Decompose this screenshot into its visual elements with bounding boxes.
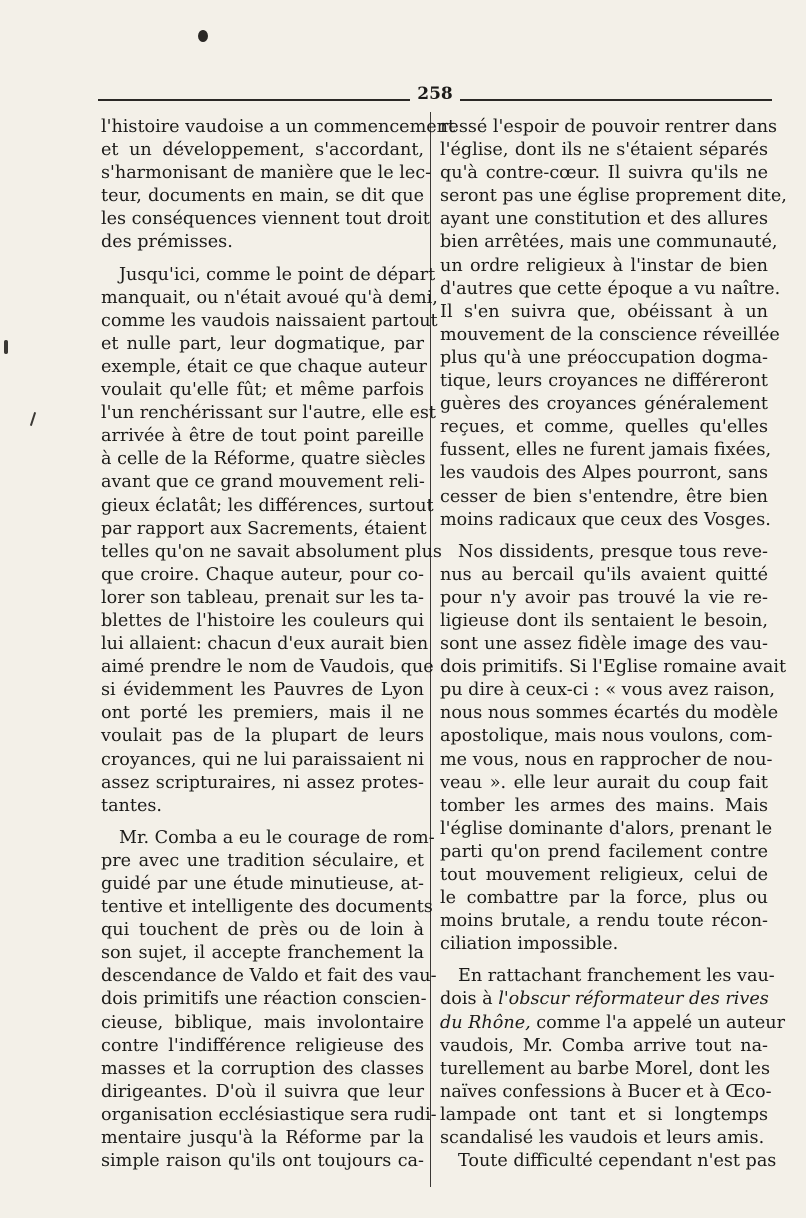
text-line	[440, 910, 768, 933]
text-run: lorer son tableau, prenait sur les ta-	[101, 587, 424, 608]
text-line	[101, 827, 435, 850]
text-run: d'autres que cette époque a vu naître.	[440, 278, 781, 299]
text-run: vaudois, Mr. Comba arrive tout na-	[440, 1035, 768, 1056]
text-line	[101, 610, 424, 633]
text-run: tout mouvement religieux, celui de	[440, 865, 768, 885]
text-line	[440, 702, 779, 725]
text-line	[101, 873, 424, 896]
text-run: masses et la corruption des classes	[101, 1058, 424, 1079]
text-line	[440, 988, 768, 1011]
text-line	[101, 495, 434, 518]
text-run: dois primitifs. Si l'Eglise romaine avait	[440, 657, 787, 678]
text-line	[101, 988, 427, 1011]
text-line	[440, 749, 773, 772]
text-run: moins brutale, a rendu toute récon-	[440, 911, 768, 932]
text-line	[440, 278, 781, 301]
text-run: comme l'a appelé un auteur	[530, 1012, 786, 1033]
text-run: ciliation impossible.	[440, 934, 619, 955]
text-run: avant que ce grand mouvement reli-	[101, 472, 425, 493]
text-line	[440, 255, 768, 278]
text-run: le combattre par la force, plus ou	[440, 888, 768, 909]
text-run: des prémisses.	[101, 232, 233, 253]
text-line	[101, 287, 438, 310]
text-line	[101, 402, 436, 425]
text-line	[440, 1058, 768, 1081]
text-line	[440, 185, 787, 208]
text-line	[440, 841, 768, 864]
text-run: tentive et intelligente des documents	[101, 897, 433, 918]
text-run: scandalisé les vaudois et leurs amis.	[440, 1128, 765, 1149]
text-line	[440, 208, 768, 231]
text-line	[101, 1127, 424, 1150]
text-line	[101, 850, 424, 873]
text-run: par rapport aux Sacrements, étaient	[101, 518, 427, 539]
text-line	[101, 1058, 424, 1081]
text-run: plus qu'à une préoccupation dogma-	[440, 347, 768, 368]
text-line	[101, 185, 424, 208]
text-line	[101, 749, 424, 772]
text-line	[440, 564, 768, 587]
text-line	[440, 1012, 786, 1035]
text-run: guidé par une étude minutieuse, at-	[101, 874, 424, 894]
text-line	[440, 1127, 768, 1150]
text-line	[440, 509, 771, 532]
text-line	[101, 162, 432, 185]
text-line	[440, 324, 780, 347]
text-run: que croire. Chaque auteur, pour co-	[101, 564, 424, 585]
text-run: blettes de l'histoire les couleurs qui	[101, 610, 424, 631]
text-line	[101, 518, 427, 541]
margin-mark	[4, 340, 8, 354]
text-line	[101, 425, 424, 448]
text-line	[101, 702, 424, 725]
text-line	[440, 772, 768, 795]
text-run: parti qu'on prend facilement contre	[440, 841, 768, 862]
text-run: apostolique, mais nous voulons, com-	[440, 726, 773, 747]
text-line	[440, 416, 768, 439]
text-run: mouvement de la conscience réveillée	[440, 324, 780, 345]
text-run: dirigeantes. D'où il suivra que leur	[101, 1081, 424, 1102]
text-run: reçues, et comme, quelles qu'elles	[440, 417, 768, 438]
text-run: voulait qu'elle fût; et même parfois	[101, 380, 424, 401]
text-line	[440, 393, 768, 416]
text-run: aimé prendre le nom de Vaudois, que	[101, 657, 434, 678]
text-run: ressé l'espoir de pouvoir rentrer dans	[440, 117, 778, 137]
text-run: et un développement, s'accordant,	[101, 140, 424, 161]
text-line	[440, 439, 772, 462]
text-line	[440, 370, 768, 393]
text-line	[440, 818, 773, 841]
text-run: naïves confessions à Bucer et à Œco-	[440, 1081, 772, 1102]
text-run: qui touchent de près ou de loin à	[101, 920, 424, 941]
left-column	[101, 116, 456, 1173]
text-run: si évidemment les Pauvres de Lyon	[101, 680, 424, 701]
text-line	[101, 541, 442, 564]
right-column	[440, 116, 787, 1173]
text-line	[101, 139, 424, 162]
text-run: simple raison qu'ils ont toujours ca-	[101, 1151, 424, 1172]
text-line	[101, 1081, 424, 1104]
text-line	[101, 587, 424, 610]
text-line	[101, 795, 424, 818]
text-run: tique, leurs croyances ne différeront	[440, 371, 768, 392]
italic-run: du Rhône,	[440, 1012, 531, 1033]
text-run: dois primitifs une réaction conscien-	[101, 989, 427, 1010]
text-run: lui allaient: chacun d'eux aurait bien	[101, 634, 429, 655]
text-run: manquait, ou n'était avoué qu'à demi,	[101, 287, 438, 308]
text-run: gieux éclatât; les différences, surtout	[101, 495, 434, 516]
text-line	[101, 1104, 437, 1127]
text-line	[440, 541, 768, 564]
text-run: Il s'en suivra que, obéissant à un	[440, 301, 768, 322]
text-run: veau ». elle leur aurait du coup fait	[440, 772, 768, 793]
text-run: Mr. Comba a eu le courage de rom-	[119, 827, 435, 848]
text-line	[440, 462, 768, 485]
text-run: bien arrêtées, mais une communauté,	[440, 232, 778, 253]
text-line	[440, 301, 768, 324]
text-line	[101, 1150, 424, 1173]
text-line	[101, 208, 430, 231]
text-run: nus au bercail qu'ils avaient quitté	[440, 564, 768, 585]
text-line	[101, 333, 424, 356]
text-run: dois à	[440, 989, 499, 1010]
text-line	[440, 795, 768, 818]
text-line	[440, 633, 768, 656]
text-run: lampade ont tant et si longtemps	[440, 1104, 768, 1125]
text-run: à celle de la Réforme, quatre siècles	[101, 449, 426, 470]
text-run: mentaire jusqu'à la Réforme par la	[101, 1128, 424, 1149]
text-line	[440, 1150, 777, 1173]
page-header	[98, 82, 772, 110]
text-run: turellement au barbe Morel, dont les	[440, 1058, 770, 1079]
text-run: pu dire à ceux-ci : « vous avez raison,	[440, 680, 775, 701]
text-line	[101, 1035, 424, 1058]
paragraph-gap	[101, 255, 424, 264]
text-run: sont une assez fidèle image des vau-	[440, 634, 768, 655]
text-line	[440, 679, 775, 702]
text-run: ligieuse dont ils sentaient le besoin,	[440, 610, 768, 631]
text-run: ayant une constitution et des allures	[440, 209, 768, 230]
text-run: comme les vaudois naissaient partout	[101, 310, 438, 331]
paragraph-gap	[101, 818, 424, 827]
text-line	[440, 116, 778, 139]
text-run: croyances, qui ne lui paraissaient ni	[101, 749, 424, 770]
text-line	[440, 887, 768, 910]
text-run: ont porté les premiers, mais il ne	[101, 703, 424, 724]
text-line	[101, 310, 438, 333]
text-line	[101, 772, 424, 795]
text-line	[440, 1081, 772, 1104]
text-line	[101, 965, 437, 988]
text-line	[440, 725, 773, 748]
text-run: teur, documents en main, se dit que	[101, 186, 424, 207]
text-line	[440, 1104, 768, 1127]
text-line	[440, 656, 787, 679]
text-line	[440, 933, 768, 956]
text-run: guères des croyances généralement	[440, 394, 768, 415]
text-run: s'harmonisant de manière que le lec-	[101, 163, 432, 184]
text-run: seront pas une église proprement dite,	[440, 186, 787, 207]
text-run: l'histoire vaudoise a un commencement	[101, 117, 456, 137]
text-line	[440, 610, 768, 633]
text-line	[101, 448, 424, 471]
text-line	[101, 942, 424, 965]
text-run: exemple, était ce que chaque auteur	[101, 356, 427, 377]
text-run: contre l'indifférence religieuse des	[101, 1035, 424, 1056]
margin-mark	[30, 412, 36, 426]
text-line	[440, 231, 778, 254]
text-line	[101, 633, 429, 656]
text-line	[101, 656, 434, 679]
text-run: Toute difficulté cependant n'est pas	[458, 1151, 777, 1172]
ink-speck	[198, 30, 208, 42]
text-line	[101, 919, 424, 942]
text-run: voulait pas de la plupart de leurs	[101, 726, 424, 747]
text-line	[440, 587, 768, 610]
text-line	[101, 679, 424, 702]
text-line	[101, 725, 424, 748]
text-line	[101, 231, 424, 254]
text-run: En rattachant franchement les vau-	[458, 966, 775, 987]
text-run: les conséquences viennent tout droit	[101, 209, 430, 230]
text-line	[101, 564, 424, 587]
text-run: arrivée à être de tout point pareille	[101, 426, 424, 447]
text-run: les vaudois des Alpes pourront, sans	[440, 463, 768, 484]
text-line	[440, 1035, 768, 1058]
text-run: et nulle part, leur dogmatique, par	[101, 333, 424, 354]
text-run: Jusqu'ici, comme le point de départ	[119, 264, 436, 285]
text-line	[101, 896, 433, 919]
text-run: nous nous sommes écartés du modèle	[440, 703, 779, 724]
text-line	[440, 864, 768, 887]
text-run: son sujet, il accepte franchement la	[101, 943, 424, 964]
text-run: me vous, nous en rapprocher de nou-	[440, 749, 773, 770]
text-line	[101, 471, 424, 494]
text-run: cieuse, biblique, mais involontaire	[101, 1012, 424, 1033]
text-run: organisation ecclésiastique sera rudi-	[101, 1104, 437, 1125]
text-line	[101, 264, 436, 287]
text-line	[101, 379, 424, 402]
text-line	[440, 139, 768, 162]
text-run: descendance de Valdo et fait des vau-	[101, 966, 437, 987]
text-run: l'église, dont ils ne s'étaient séparés	[440, 140, 768, 161]
text-run: cesser de bien s'entendre, être bien	[440, 486, 768, 507]
text-run: fussent, elles ne furent jamais fixées,	[440, 440, 772, 461]
paragraph-gap	[440, 956, 768, 965]
text-run: Nos dissidents, presque tous reve-	[458, 541, 768, 562]
text-run: l'un renchérissant sur l'autre, elle est	[101, 403, 436, 424]
page-number: 258	[410, 84, 460, 104]
italic-run: l'obscur réformateur des rives	[498, 989, 769, 1010]
text-run: moins radicaux que ceux des Vosges.	[440, 509, 771, 530]
text-run: qu'à contre-cœur. Il suivra qu'ils ne	[440, 163, 768, 184]
text-run: assez scripturaires, ni assez protes-	[101, 772, 424, 793]
text-run: tantes.	[101, 795, 162, 816]
text-line	[440, 486, 768, 509]
paragraph-gap	[440, 532, 768, 541]
text-run: pre avec une tradition séculaire, et	[101, 850, 424, 871]
text-run: tomber les armes des mains. Mais	[440, 795, 768, 816]
text-line	[101, 1012, 424, 1035]
text-line	[440, 347, 768, 370]
text-run: un ordre religieux à l'instar de bien	[440, 255, 768, 276]
text-run: pour n'y avoir pas trouvé la vie re-	[440, 587, 768, 608]
text-line	[101, 356, 427, 379]
text-line	[440, 965, 775, 988]
text-run: telles qu'on ne savait absolument plus	[101, 541, 442, 562]
text-line	[440, 162, 768, 185]
text-run: l'église dominante d'alors, prenant le	[440, 818, 773, 839]
text-line	[101, 116, 456, 139]
